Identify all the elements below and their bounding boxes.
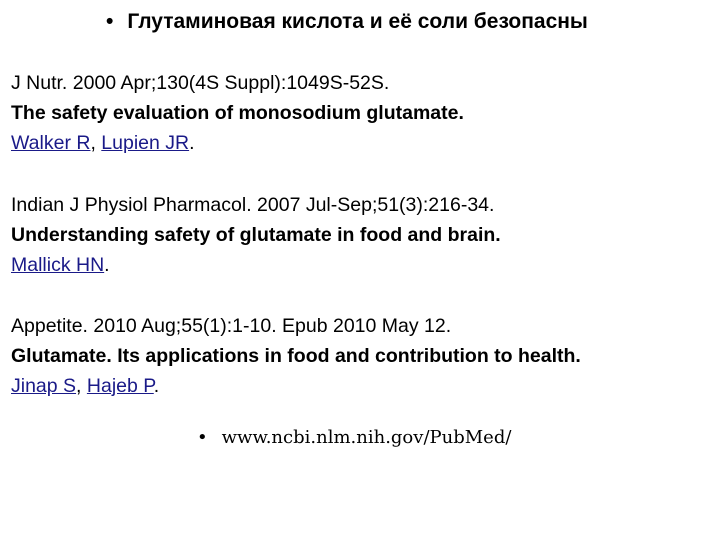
- reference-authors: Walker R, Lupien JR.: [11, 132, 195, 154]
- reference-citation: J Nutr. 2000 Apr;130(4S Suppl):1049S-52S.: [11, 72, 390, 94]
- slide-title: [106, 10, 666, 34]
- author-link[interactable]: Mallick HN: [11, 254, 105, 276]
- author-link[interactable]: Lupien JR: [101, 132, 190, 154]
- reference-title: Glutamate. Its applications in food and contribution to health.: [11, 345, 581, 367]
- reference-authors: Mallick HN.: [11, 254, 110, 276]
- reference-citation: Appetite. 2010 Aug;55(1):1-10. Epub 2010 May 12.: [11, 315, 452, 337]
- reference-title: Understanding safety of glutamate in food and brain.: [11, 224, 501, 246]
- bullet-icon: •: [106, 10, 114, 33]
- reference-3: [11, 311, 581, 401]
- bullet-icon: •: [197, 427, 208, 448]
- reference-2: [11, 190, 501, 280]
- reference-1: [11, 68, 464, 158]
- author-link[interactable]: Walker R: [11, 132, 91, 154]
- source-url-line: [197, 427, 511, 448]
- slide-title-text: Глутаминовая кислота и её соли безопасны: [127, 10, 588, 33]
- reference-title: The safety evaluation of monosodium glutamate.: [11, 102, 464, 124]
- source-url: www.ncbi.nlm.nih.gov/PubMed/: [221, 427, 512, 448]
- author-link[interactable]: Jinap S: [11, 375, 77, 397]
- reference-authors: Jinap S, Hajeb P.: [11, 375, 160, 397]
- author-link[interactable]: Hajeb P: [86, 375, 154, 397]
- reference-citation: Indian J Physiol Pharmacol. 2007 Jul-Sep;51(3):216-34.: [11, 194, 495, 216]
